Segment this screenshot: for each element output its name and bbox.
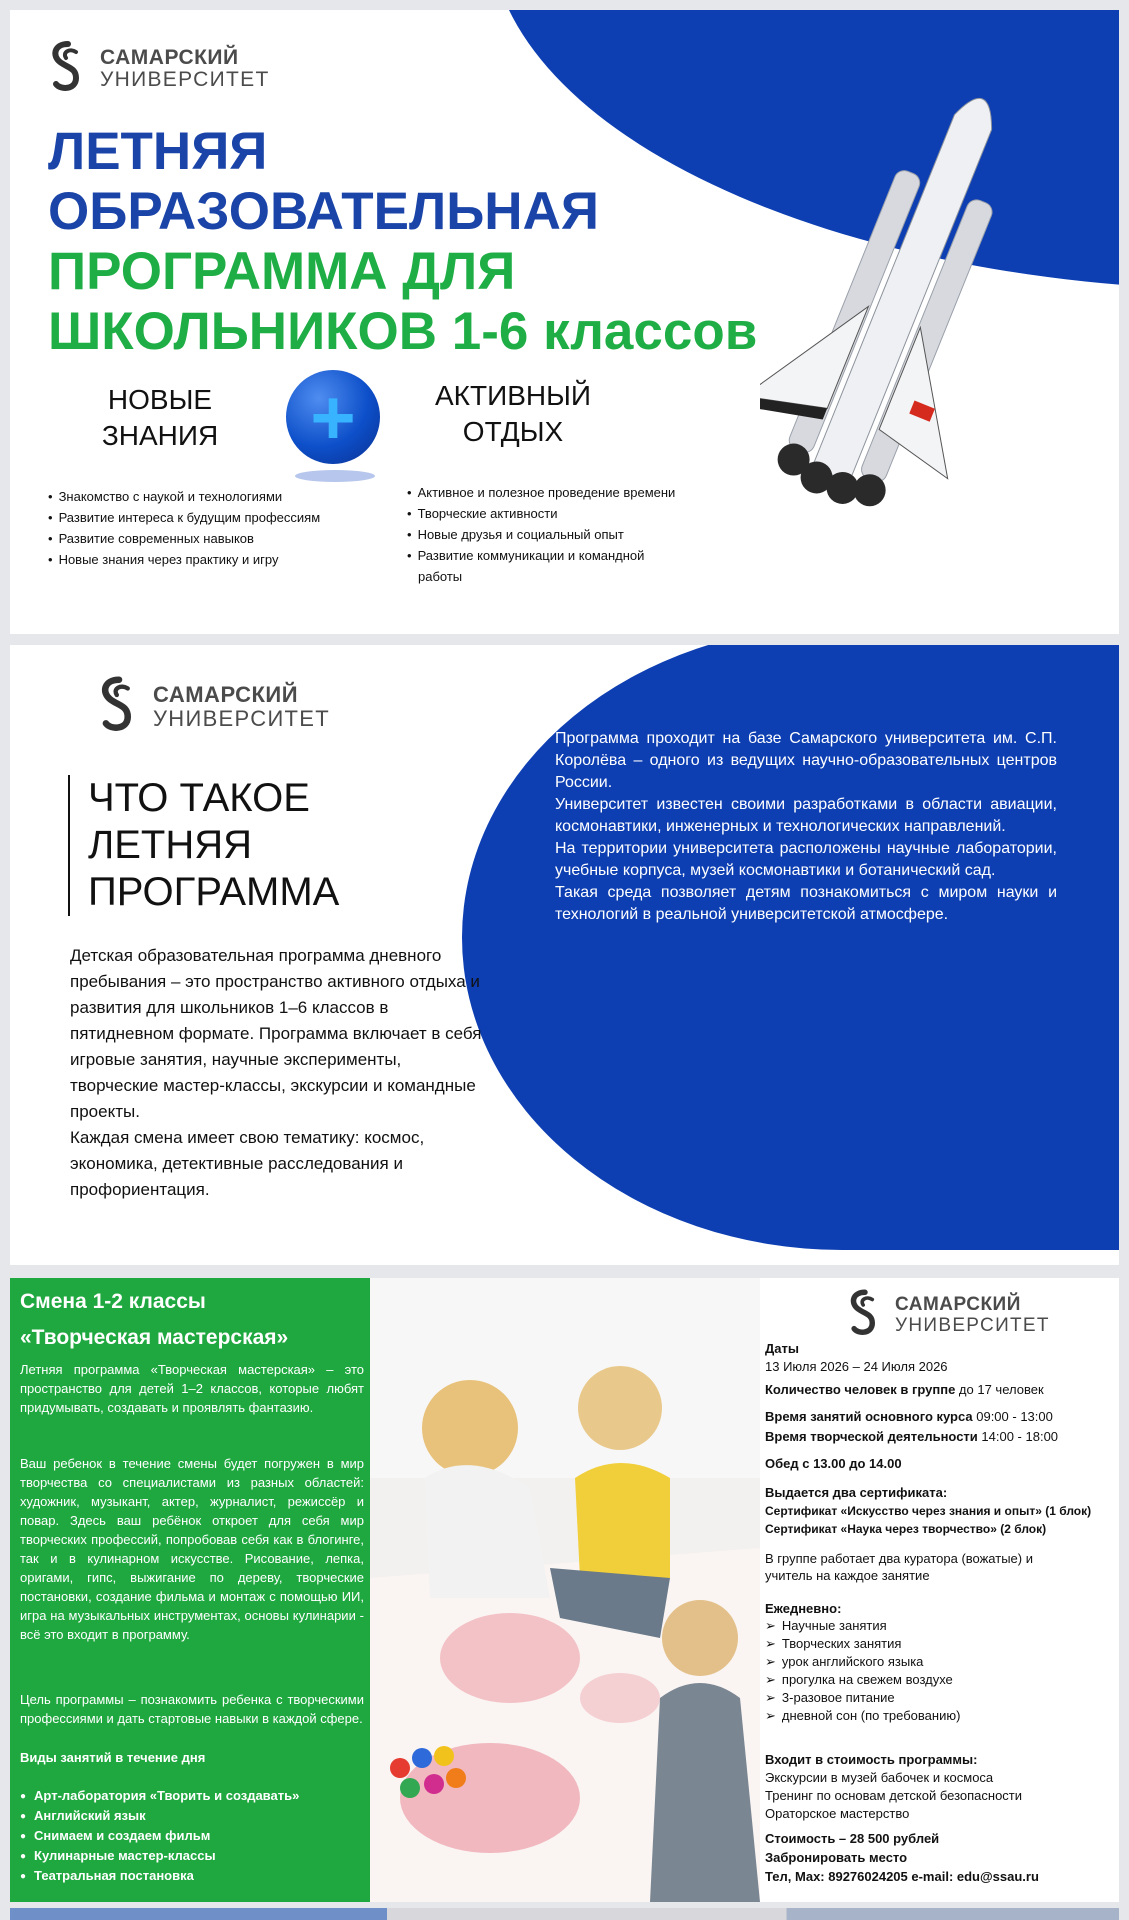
university-paragraph: Такая среда позволяет детям познакомиться с миром науки и технологий в реальной университетской атмосфере. xyxy=(555,884,1057,923)
about-title-line-3: ПРОГРАММА xyxy=(88,870,340,914)
list-item: ➢ Научные занятия xyxy=(765,1617,960,1635)
university-paragraph: Программа проходит на базе Самарского университета им. С.П. Королёва – одного из ведущих научно-образовательных центров России. xyxy=(555,730,1057,791)
logo-line-1: САМАРСКИЙ xyxy=(895,1294,1021,1315)
includes-item: Экскурсии в музей бабочек и космоса xyxy=(765,1770,994,1785)
university-logo-icon xyxy=(46,40,90,98)
plus-icon: + xyxy=(286,370,380,464)
group-size xyxy=(765,1381,1044,1399)
main-course-time xyxy=(765,1408,1053,1426)
about-paragraph: Детская образовательная программа дневного пребывания – это пространство активного отдыха и развития для школьников 1–6 классов в пятидневном формате. Программа включает в себя игровые занятия, научные эксперименты, творческие мастер-классы, экскурсии и командные проекты. xyxy=(70,946,482,1121)
title-line-2: ОБРАЗОВАТЕЛЬНАЯ xyxy=(48,182,599,241)
new-knowledge-word-1: НОВЫЕ xyxy=(107,384,213,415)
next-page-preview xyxy=(10,1908,1119,1920)
shift-paragraph: Цель программы – познакомить ребенка с творческими профессиями и дать стартовые навыки в каждой сфере. xyxy=(20,1692,364,1726)
list-item: ● Английский язык xyxy=(20,1806,299,1826)
logo-line-2: УНИВЕРСИТЕТ xyxy=(895,1315,1050,1336)
knowledge-list xyxy=(48,486,320,570)
about-card xyxy=(10,645,1119,1265)
certificate-1: Сертификат «Искусство через знания и опыт» (1 блок) xyxy=(765,1504,1092,1518)
lunch-time: Обед с 13.00 до 14.00 xyxy=(765,1456,902,1471)
about-title xyxy=(68,775,339,916)
university-logo xyxy=(95,675,330,739)
group-size-value: до 17 человек xyxy=(955,1382,1044,1397)
university-paragraph: Университет известен своими разработками в области авиации, космонавтики, инженерных и технологических направлений. xyxy=(555,796,1057,835)
about-title-line-2: ЛЕТНЯЯ xyxy=(88,823,253,867)
logo-line-1: САМАРСКИЙ xyxy=(100,46,239,69)
active-rest-word-1: АКТИВНЫЙ xyxy=(434,380,592,411)
about-description xyxy=(70,943,490,1203)
hero-card xyxy=(10,10,1119,634)
main-course-value: 09:00 - 13:00 xyxy=(972,1409,1053,1424)
university-logo-icon xyxy=(95,675,143,739)
price: Стоимость – 28 500 рублей xyxy=(765,1831,940,1846)
list-item: • Творческие активности xyxy=(407,503,675,524)
logo-line-2: УНИВЕРСИТЕТ xyxy=(100,68,270,91)
list-item: • Новые знания через практику и игру xyxy=(48,549,320,570)
list-item: ● Кулинарные мастер-классы xyxy=(20,1846,299,1866)
list-item: ➢ дневной сон (по требованию) xyxy=(765,1707,960,1725)
active-rest-heading xyxy=(428,378,598,450)
logo-line-1: САМАРСКИЙ xyxy=(153,682,299,707)
title-line-1: ЛЕТНЯЯ xyxy=(48,122,268,181)
shift-title: Смена 1-2 классы xyxy=(20,1290,206,1313)
rocket-image xyxy=(760,68,1040,538)
list-item: ➢ прогулка на свежем воздухе xyxy=(765,1671,960,1689)
university-paragraph: На территории университета расположены научные лаборатории, учебные корпуса, музей космонавтики и ботанический сад. xyxy=(555,840,1057,879)
university-logo-icon xyxy=(845,1288,885,1342)
children-painting-photo xyxy=(370,1278,760,1902)
creative-time xyxy=(765,1428,1058,1446)
creative-time-value: 14:00 - 18:00 xyxy=(977,1429,1059,1444)
new-knowledge-heading xyxy=(95,382,225,454)
hero-title xyxy=(48,122,757,362)
about-paragraph: Каждая смена имеет свою тематику: космос, экономика, детективные расследования и профориентация. xyxy=(70,1128,425,1199)
dates-label: Даты xyxy=(765,1341,799,1356)
daily-list xyxy=(765,1617,960,1725)
logo-line-2: УНИВЕРСИТЕТ xyxy=(153,706,331,731)
shift-description-panel xyxy=(10,1278,370,1902)
certificates-label: Выдается два сертификата: xyxy=(765,1485,948,1500)
contact-info[interactable]: Тел, Max: 89276024205 e-mail: edu@ssau.ru xyxy=(765,1869,1039,1884)
plus-shadow xyxy=(295,470,375,482)
rest-list xyxy=(407,482,675,587)
list-item: работы xyxy=(418,569,463,584)
shift-card xyxy=(10,1278,1119,1902)
active-rest-word-2: ОТДЫХ xyxy=(462,416,564,447)
shift-paragraph: Ваш ребенок в течение смены будет погружен в мир творчества со специалистами из разных областей: художник, музыкант, актер, журналист, режиссёр и повар. Здесь ваш ребёнок откроет для себя мир творческих профессий, попробовав себя как в блогинге, так и в кулинарном искусстве. Рисование, лепка, оригами, гипс, выжигание по дереву, творческие постановки, создание фильма и монтаж с помощью ИИ, игра на музыкальных инструментах, основы кулинарии - всё это входит в программу. xyxy=(20,1456,364,1642)
book-place-link[interactable]: Забронировать место xyxy=(765,1850,908,1865)
daily-label: Ежедневно: xyxy=(765,1601,842,1616)
dates-value: 13 Июля 2026 – 24 Июля 2026 xyxy=(765,1359,948,1374)
activities-title: Виды занятий в течение дня xyxy=(20,1750,206,1765)
includes-item: Тренинг по основам детской безопасности xyxy=(765,1788,1023,1803)
list-item: ● Арт-лаборатория «Творить и создавать» xyxy=(20,1786,299,1806)
curators-line-1: В группе работает два куратора (вожатые) и xyxy=(765,1551,1033,1566)
title-line-3: ПРОГРАММА ДЛЯ xyxy=(48,242,516,301)
title-line-4: ШКОЛЬНИКОВ 1-6 классов xyxy=(48,302,758,361)
group-size-label: Количество человек в группе xyxy=(765,1382,956,1397)
list-item: • Знакомство с наукой и технологиями xyxy=(48,486,320,507)
list-item: ➢ 3-разовое питание xyxy=(765,1689,960,1707)
list-item: ➢ урок английского языка xyxy=(765,1653,960,1671)
list-item: • Развитие коммуникации и командной xyxy=(407,545,675,566)
shift-details-panel xyxy=(760,1278,1119,1902)
list-item: ● Снимаем и создаем фильм xyxy=(20,1826,299,1846)
university-logo xyxy=(845,1288,1050,1342)
university-description xyxy=(555,728,1057,926)
list-item: • Активное и полезное проведение времени xyxy=(407,482,675,503)
includes-label: Входит в стоимость программы: xyxy=(765,1752,978,1767)
about-title-line-1: ЧТО ТАКОЕ xyxy=(88,776,310,820)
main-course-label: Время занятий основного курса xyxy=(765,1409,973,1424)
university-logo xyxy=(46,40,270,98)
curators-line-2: учитель на каждое занятие xyxy=(765,1568,930,1583)
list-item: ➢ Творческих занятия xyxy=(765,1635,960,1653)
activities-list xyxy=(20,1786,299,1886)
creative-time-label: Время творческой деятельности xyxy=(765,1429,978,1444)
list-item: ● Театральная постановка xyxy=(20,1866,299,1886)
list-item: • Развитие интереса к будущим профессиям xyxy=(48,507,320,528)
includes-item: Ораторское мастерство xyxy=(765,1806,910,1821)
shift-paragraph: Летняя программа «Творческая мастерская» – это пространство для детей 1–2 классов, которые любят придумывать, создавать и проявлять фантазию. xyxy=(20,1362,364,1415)
shift-name: «Творческая мастерская» xyxy=(20,1326,289,1349)
certificate-2: Сертификат «Наука через творчество» (2 блок) xyxy=(765,1522,1047,1536)
list-item: • Развитие современных навыков xyxy=(48,528,320,549)
list-item: • Новые друзья и социальный опыт xyxy=(407,524,675,545)
new-knowledge-word-2: ЗНАНИЯ xyxy=(101,420,219,451)
